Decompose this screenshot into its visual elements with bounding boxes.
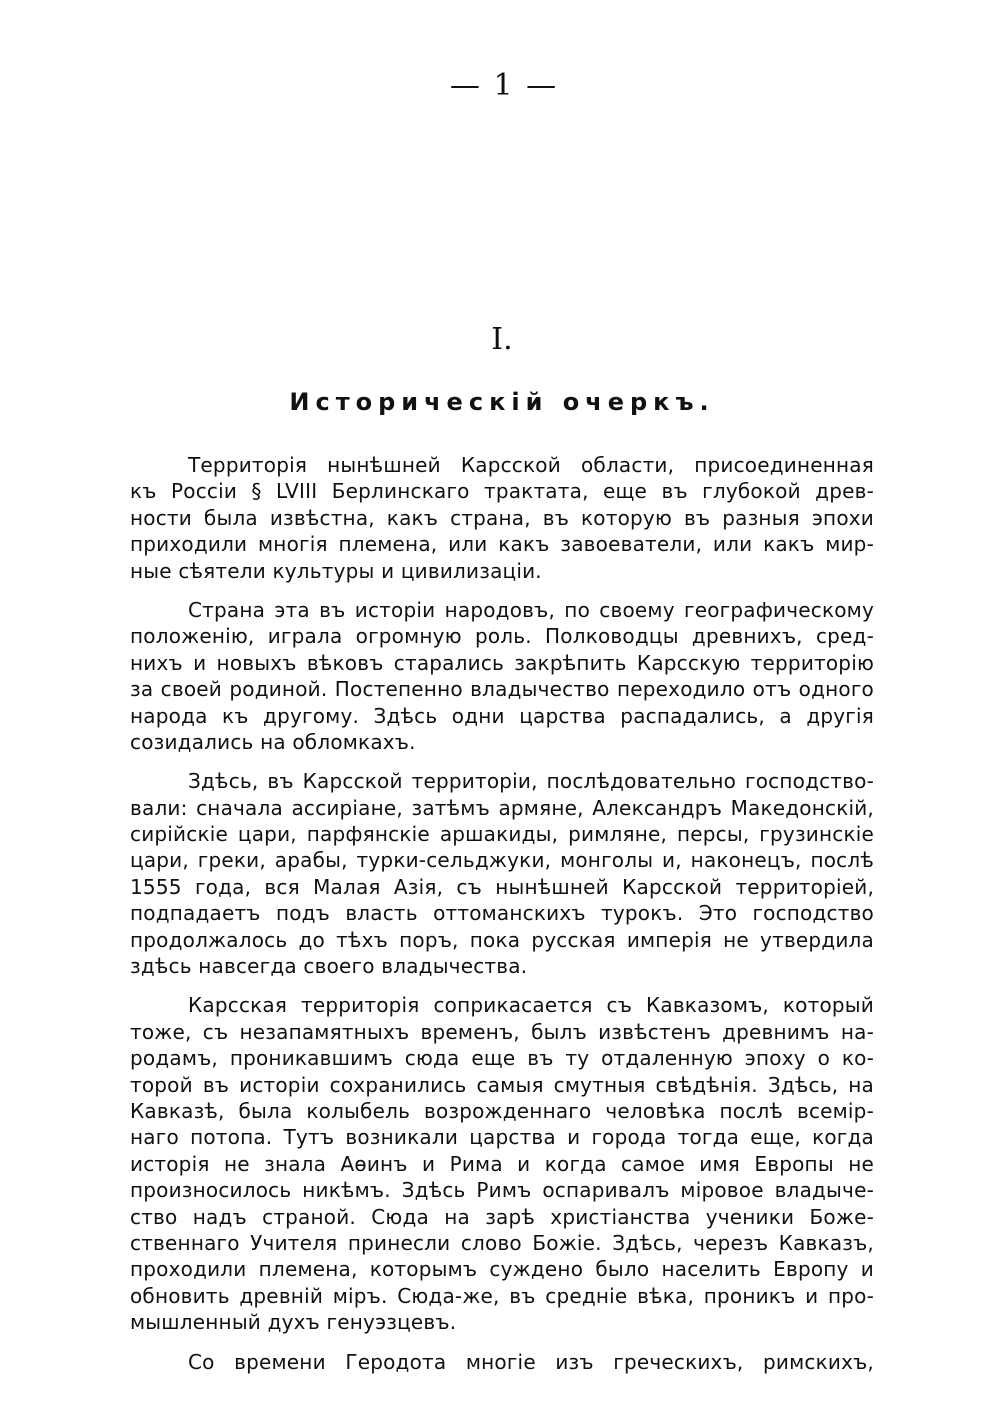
text-line: наго потопа. Тутъ возникали царства и города тогда еще, когда xyxy=(130,1125,874,1150)
text-line: тоже, съ незапамятныхъ временъ, былъ извѣстенъ древнимъ на- xyxy=(130,1019,874,1044)
paragraph-4 xyxy=(130,992,874,1335)
text-line: произносилось никѣмъ. Здѣсь Римъ оспаривалъ міровое владычe- xyxy=(130,1178,874,1203)
text-line: торой въ исторіи сохранились самыя смутныя свѣдѣнія. Здѣсь, на xyxy=(130,1072,874,1097)
text-line: мышленный духъ генуэзцевъ. xyxy=(130,1310,457,1335)
text-line: Кавказѣ, была колыбель возрожденнаго человѣка послѣ всемір- xyxy=(130,1098,874,1123)
text-line: 1555 года, вся Малая Азія, съ нынѣшней Карсской территоріей, xyxy=(130,874,874,899)
text-line: Карсская территорія соприкасается съ Кавказомъ, который xyxy=(188,993,874,1018)
text-line: исторія не знала Аѳинъ и Рима и когда самое имя Европы не xyxy=(130,1151,874,1176)
text-line: ные сѣятели культуры и цивилизаціи. xyxy=(130,558,542,583)
text-line: цари, греки, арабы, турки-сельджуки, монголы и, наконецъ, послѣ xyxy=(130,848,874,873)
text-line: вали: сначала ассиріане, затѣмъ армяне, Александръ Македонскій, xyxy=(130,795,874,820)
text-line: подпадаетъ подъ власть оттоманскихъ турокъ. Это господство xyxy=(130,901,874,926)
text-line: Территорія нынѣшней Карсской области, присоединенная xyxy=(188,453,874,477)
page-number: — 1 — xyxy=(449,68,559,103)
paragraph-1 xyxy=(130,452,874,584)
text-line: здѣсь навсегда своего владычества. xyxy=(130,954,528,979)
chapter-title: Историческій очеркъ. xyxy=(289,388,715,416)
text-line: за своей родиной. Постепенно владычество переходило отъ одного xyxy=(130,677,874,702)
text-line: созидались на обломкахъ. xyxy=(130,729,416,754)
text-line: обновить древній міръ. Сюда-же, въ средніе вѣка, проникъ и про- xyxy=(130,1283,874,1308)
text-line: сирійскіе цари, парфянскіе аршакиды, римляне, персы, грузинскіе xyxy=(130,822,874,847)
text-line: нихъ и новыхъ вѣковъ старались закрѣпить Карсскую территорію xyxy=(130,650,874,675)
text-line: народа къ другому. Здѣсь одни царства распадались, а другія xyxy=(130,703,874,728)
text-line: положенію, играла огромную роль. Полководцы древнихъ, сред- xyxy=(130,624,874,649)
paragraph-5 xyxy=(130,1349,874,1375)
paragraph-3 xyxy=(130,768,874,979)
text-line: приходили многія племена, или какъ завоеватели, или какъ мир- xyxy=(130,532,874,557)
text-line: Со времени Геродота многіе изъ греческихъ, римскихъ, xyxy=(188,1349,874,1374)
chapter-number: I. xyxy=(491,322,513,357)
text-line: Здѣсь, въ Карсской территоріи, послѣдовательно господство- xyxy=(188,769,874,794)
text-line: проходили племена, которымъ суждено было населить Европу и xyxy=(130,1257,874,1282)
text-line: ственнаго Учителя принесли слово Божіе. Здѣсь, черезъ Кавказъ, xyxy=(130,1230,874,1255)
text-line: родамъ, проникавшимъ сюда еще въ ту отдаленную эпоху о ко- xyxy=(130,1046,874,1071)
text-line: ство надъ страной. Сюда на зарѣ христіанства ученики Боже- xyxy=(130,1204,874,1229)
paragraph-2 xyxy=(130,597,874,755)
text-line: продолжалось до тѣхъ поръ, пока русская имперія не утвердила xyxy=(130,927,874,952)
text-line: Страна эта въ исторіи народовъ, по своему географическому xyxy=(188,597,874,622)
body-text xyxy=(130,452,874,1388)
text-line: къ Россіи § LVIII Берлинскаго трактата, еще въ глубокой древ- xyxy=(130,479,874,504)
text-line: ности была извѣстна, какъ страна, въ которую въ разныя эпохи xyxy=(130,505,874,530)
